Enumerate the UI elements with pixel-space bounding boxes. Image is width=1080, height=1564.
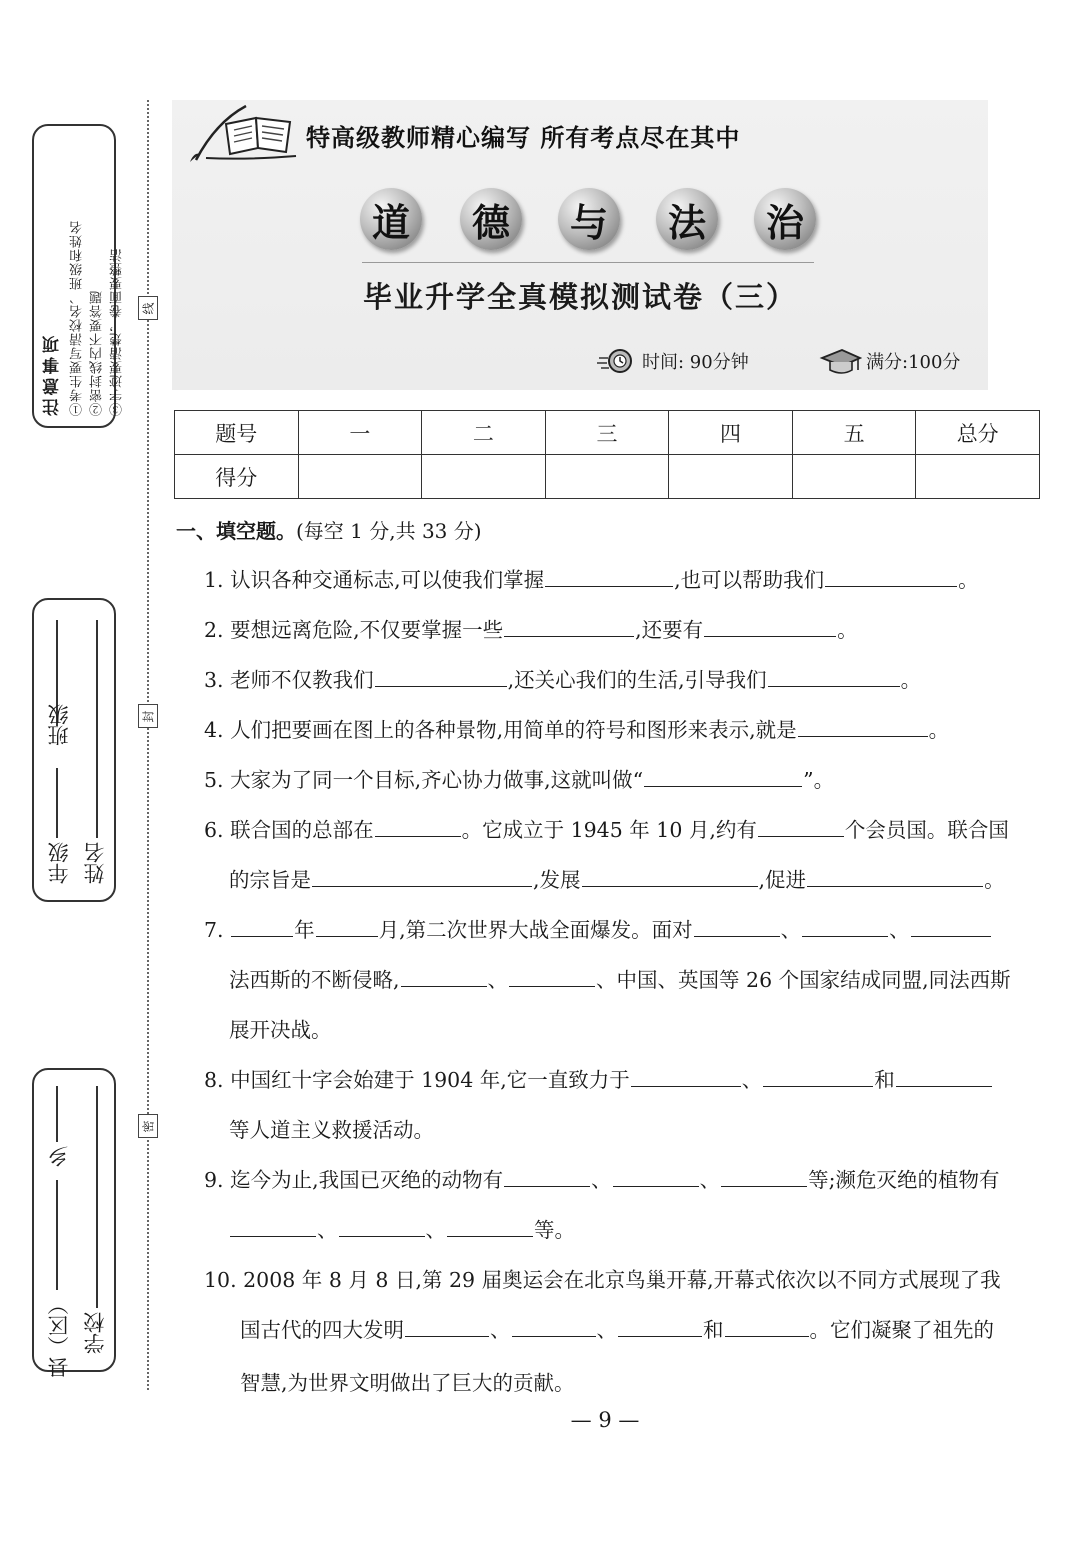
q-text: 2. 要想远离危险,不仅要掌握一些	[204, 618, 504, 642]
score-table	[174, 410, 1040, 499]
answer-blank[interactable]	[375, 815, 461, 837]
clock-icon	[596, 346, 638, 376]
q-text: 8. 中国红十字会始建于 1904 年,它一直致力于	[204, 1068, 630, 1092]
q-text: ,促进	[758, 868, 807, 892]
answer-blank[interactable]	[582, 865, 758, 887]
q-text: 7.	[204, 918, 231, 942]
question-2	[204, 605, 1044, 655]
school-underline	[96, 1086, 98, 1308]
header-cell: 五	[792, 411, 916, 455]
q-text: 9. 迄今为止,我国已灭绝的动物有	[204, 1168, 504, 1192]
q-text: ,还要有	[635, 618, 704, 642]
q-text: 等。	[534, 1218, 575, 1242]
q-text: 和	[874, 1068, 895, 1092]
header-cell: 三	[545, 411, 669, 455]
answer-blank[interactable]	[694, 915, 780, 937]
question-4	[204, 705, 1044, 755]
question-3	[204, 655, 1044, 705]
question-7-cont	[229, 955, 1069, 1005]
q-text: 、	[741, 1068, 763, 1092]
q-text: 的宗旨是	[229, 868, 311, 892]
q-text: 、	[699, 1168, 721, 1192]
q-text: 和	[703, 1318, 724, 1342]
q-text: 。	[984, 868, 1005, 892]
answer-blank[interactable]	[896, 1065, 992, 1087]
question-6-cont	[229, 855, 1069, 905]
answer-blank[interactable]	[509, 965, 595, 987]
q-text: 。	[958, 568, 979, 592]
exam-title: 毕业升学全真模拟测试卷（三）	[362, 280, 797, 314]
notice-line-2: ②密封线内不要答题	[90, 290, 105, 416]
q-text: 5. 大家为了同一个目标,齐心协力做事,这就叫做“	[204, 768, 644, 792]
score-table-header-row	[175, 411, 1040, 455]
subject-char-5: 治	[754, 188, 816, 250]
q-text: 1. 认识各种交通标志,可以使我们掌握	[204, 568, 545, 592]
answer-blank[interactable]	[704, 615, 836, 637]
score-row-label: 得分	[175, 455, 299, 499]
county-underline	[56, 1180, 58, 1290]
time-limit	[596, 346, 749, 376]
q-text: 、	[596, 1318, 617, 1342]
county-label: 县（区）	[47, 1294, 71, 1378]
answer-blank[interactable]	[339, 1215, 425, 1237]
question-5	[204, 755, 1044, 805]
answer-blank[interactable]	[230, 1215, 316, 1237]
q-text: 等人道主义救援活动。	[229, 1118, 434, 1142]
slogan: 特高级教师精心编写 所有考点尽在其中	[306, 124, 741, 152]
q-text: 、	[490, 1318, 511, 1342]
answer-blank[interactable]	[758, 815, 844, 837]
answer-blank[interactable]	[405, 1315, 489, 1337]
q-text: 。它们凝聚了祖先的	[809, 1318, 994, 1342]
header-cell: 一	[298, 411, 422, 455]
q-text: 法西斯的不断侵略,	[229, 968, 400, 992]
answer-blank[interactable]	[798, 715, 928, 737]
q-text: ,发展	[533, 868, 581, 892]
score-cell[interactable]	[422, 455, 546, 499]
answer-blank[interactable]	[618, 1315, 702, 1337]
q-text: 。	[837, 618, 858, 642]
grade-label-text: 年级	[47, 842, 71, 884]
answer-blank[interactable]	[375, 665, 507, 687]
title-divider	[362, 262, 814, 263]
class-label: 班级	[47, 704, 71, 746]
q-text: ”。	[803, 768, 835, 792]
score-cell[interactable]	[916, 455, 1040, 499]
q-text: 。	[928, 718, 950, 742]
q-text: ,也可以帮助我们	[674, 568, 825, 592]
question-7-cont2	[229, 1005, 1069, 1055]
full-score	[818, 346, 960, 376]
answer-blank[interactable]	[447, 1215, 533, 1237]
q-text: ,还关心我们的生活,引导我们	[507, 668, 767, 692]
q-text: 3. 老师不仅教我们	[204, 668, 374, 692]
q-text: 、	[780, 918, 802, 942]
question-9	[204, 1155, 1044, 1205]
answer-blank[interactable]	[825, 565, 957, 587]
answer-blank[interactable]	[911, 915, 991, 937]
score-text: 满分:100分	[866, 352, 961, 373]
header-cell: 题号	[175, 411, 299, 455]
book-pen-icon	[186, 102, 304, 164]
answer-blank[interactable]	[725, 1315, 809, 1337]
grade-underline	[56, 768, 58, 838]
q-text: 。它成立于 1945 年 10 月,约有	[461, 818, 757, 842]
q-text: 、	[591, 1168, 612, 1192]
subject-char-1: 道	[360, 188, 422, 250]
question-1	[204, 555, 1044, 605]
q-text: 、	[317, 1218, 338, 1242]
graduation-cap-icon	[818, 346, 862, 376]
q-text: 国古代的四大发明	[240, 1318, 404, 1342]
q-text: 。	[900, 668, 922, 692]
score-cell[interactable]	[792, 455, 916, 499]
answer-blank[interactable]	[504, 615, 634, 637]
score-cell[interactable]	[669, 455, 793, 499]
header-cell: 四	[669, 411, 793, 455]
answer-blank[interactable]	[631, 1065, 741, 1087]
answer-blank[interactable]	[504, 1165, 590, 1187]
page-number: — 9 —	[570, 1408, 640, 1432]
answer-blank[interactable]	[768, 665, 900, 687]
q-text: 10. 2008 年 8 月 8 日,第 29 届奥运会在北京鸟巢开幕,开幕式依次以不同方式展现了我	[204, 1268, 1001, 1292]
question-8	[204, 1055, 1044, 1105]
question-7	[204, 905, 1044, 955]
q-text: 智慧,为世界文明做出了巨大的贡献。	[240, 1371, 575, 1395]
notice-line-1: ①考生要写清校名、班级和姓名	[70, 220, 85, 416]
question-10	[204, 1255, 1044, 1305]
answer-blank[interactable]	[545, 565, 673, 587]
school-label: 学校	[83, 1312, 107, 1354]
question-9-cont	[229, 1205, 1069, 1255]
question-10-cont2	[240, 1358, 1080, 1408]
answer-blank[interactable]	[721, 1165, 807, 1187]
answer-blank[interactable]	[613, 1165, 699, 1187]
q-text: 、	[487, 968, 509, 992]
notice-heading: 注意事项	[43, 332, 63, 416]
score-cell[interactable]	[298, 455, 422, 499]
answer-blank[interactable]	[512, 1315, 596, 1337]
answer-blank[interactable]	[312, 865, 532, 887]
seal-mark-close: 密	[138, 1114, 158, 1138]
q-text: 、中国、英国等 26 个国家结成同盟,同法西斯	[596, 968, 1011, 992]
section-title	[176, 515, 482, 544]
header-cell: 二	[422, 411, 546, 455]
q-text: 年	[294, 918, 315, 942]
notice-box	[32, 124, 125, 428]
q-text: 月,第二次世界大战全面爆发。面对	[378, 918, 693, 942]
seal-mark-seal: 封	[138, 704, 158, 728]
township-underline	[56, 1086, 58, 1142]
score-cell[interactable]	[545, 455, 669, 499]
question-6	[204, 805, 1044, 855]
score-table-score-row	[175, 455, 1040, 499]
q-text: 、	[889, 918, 910, 942]
time-text: 时间: 90分钟	[642, 352, 749, 373]
subject-char-2: 德	[460, 188, 522, 250]
section-title-text: 一、填空题。	[176, 519, 296, 543]
question-8-cont	[229, 1105, 1069, 1155]
seal-line	[147, 100, 149, 1390]
township-label: 乡	[47, 1146, 71, 1167]
answer-blank[interactable]	[807, 865, 983, 887]
q-text: 展开决战。	[229, 1018, 332, 1042]
notice-line-3: ③字迹要清楚，卷面要整洁	[110, 248, 125, 416]
section-note: (每空 1 分,共 33 分)	[296, 519, 482, 543]
q-text: 等;濒危灭绝的植物有	[808, 1168, 1000, 1192]
answer-blank[interactable]	[802, 915, 888, 937]
seal-mark-line: 线	[138, 296, 158, 320]
question-10-cont	[240, 1305, 1080, 1355]
answer-blank[interactable]	[316, 915, 378, 937]
answer-blank[interactable]	[763, 1065, 873, 1087]
subject-title	[360, 188, 820, 254]
q-text: 、	[425, 1218, 446, 1242]
name-underline	[96, 620, 98, 838]
answer-blank[interactable]	[401, 965, 487, 987]
header-cell: 总分	[916, 411, 1040, 455]
subject-char-3: 与	[558, 188, 620, 250]
answer-blank[interactable]	[644, 765, 802, 787]
answer-blank[interactable]	[231, 915, 293, 937]
q-text: 个会员国。联合国	[844, 818, 1009, 842]
q-text: 4. 人们把要画在图上的各种景物,用简单的符号和图形来表示,就是	[204, 718, 797, 742]
name-label: 姓名	[83, 842, 107, 884]
subject-char-4: 法	[656, 188, 718, 250]
q-text: 6. 联合国的总部在	[204, 818, 374, 842]
